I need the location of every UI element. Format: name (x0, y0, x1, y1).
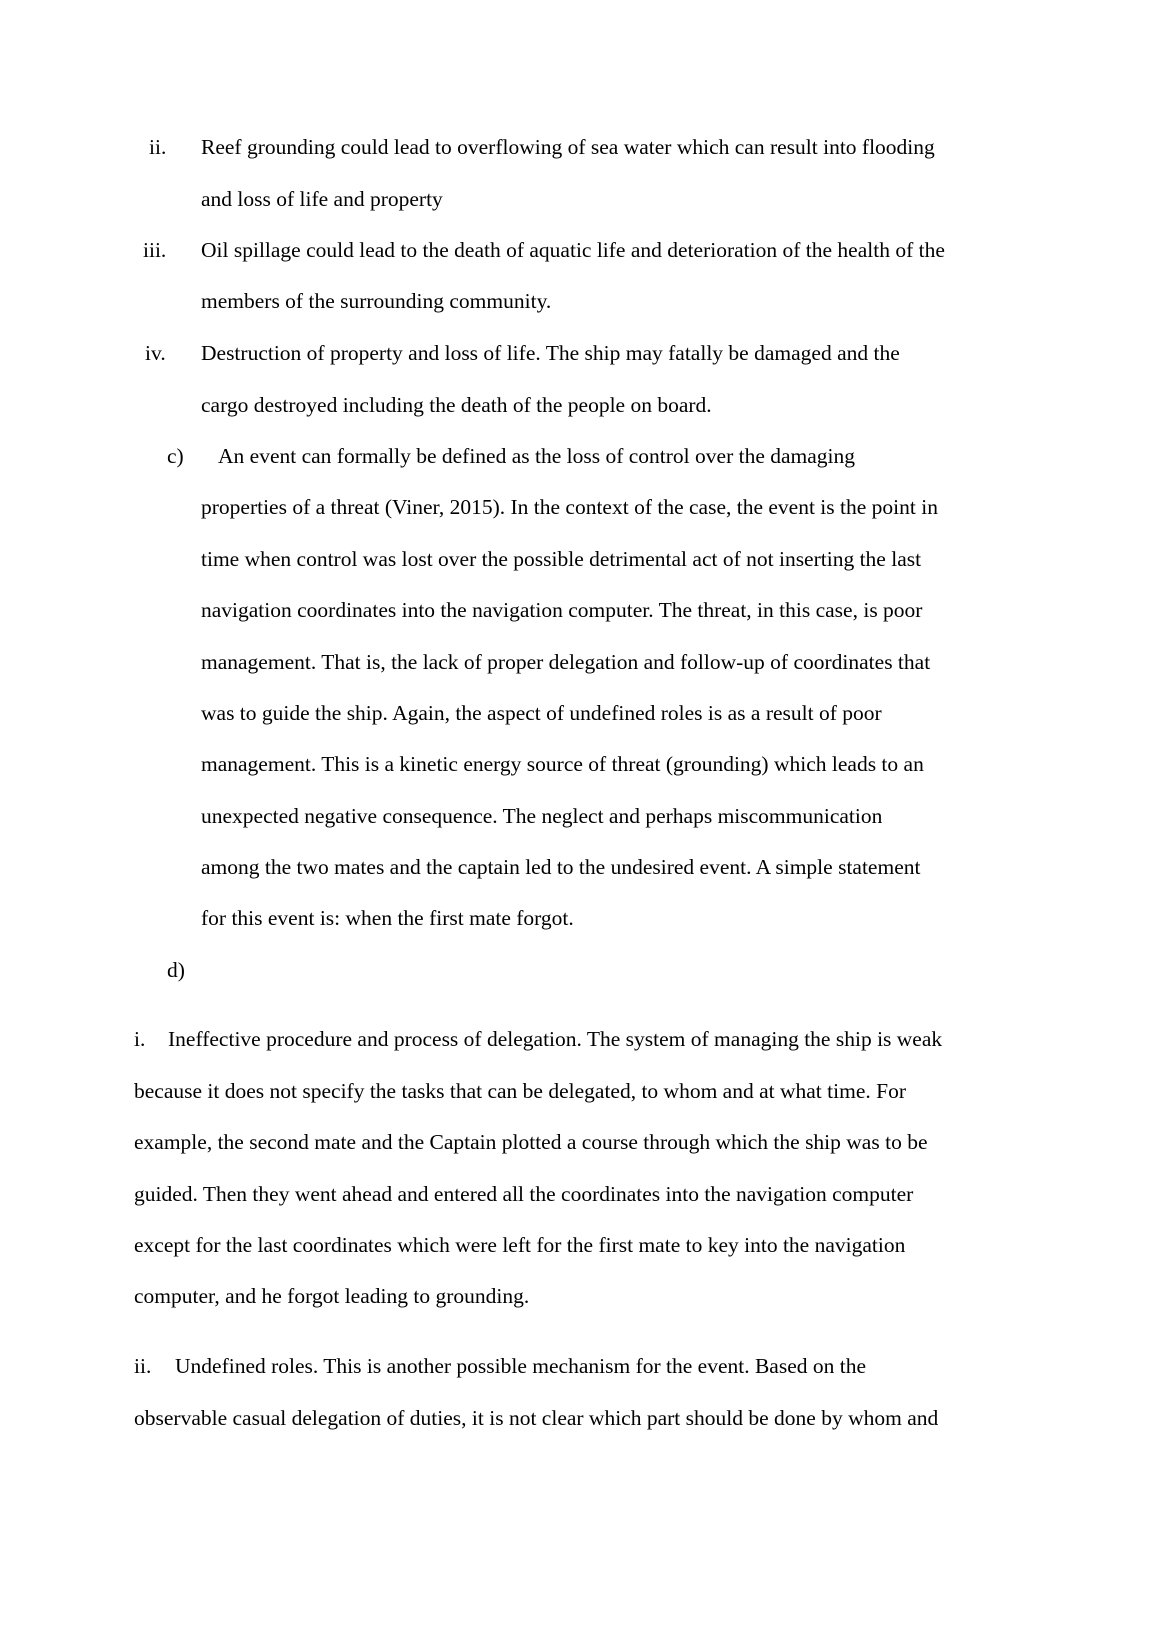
list-marker: ii. (149, 135, 167, 159)
list-marker: iv. (145, 341, 166, 365)
paragraph-line: management. This is a kinetic energy source of threat (grounding) which leads to an (201, 752, 924, 776)
paragraph-line: unexpected negative consequence. The neglect and perhaps miscommunication (201, 804, 883, 828)
section-marker: c) (167, 444, 184, 468)
list-text-line: Reef grounding could lead to overflowing of sea water which can result into flooding (201, 135, 935, 159)
list-marker: iii. (143, 238, 167, 262)
paragraph-line: navigation coordinates into the navigation computer. The threat, in this case, is poor (201, 598, 923, 622)
paragraph-line: management. That is, the lack of proper delegation and follow-up of coordinates that (201, 650, 931, 674)
paragraph-line: An event can formally be defined as the loss of control over the damaging (218, 444, 856, 468)
list-text-line: cargo destroyed including the death of the people on board. (201, 393, 712, 417)
paragraph-line: among the two mates and the captain led to the undesired event. A simple statement (201, 855, 921, 879)
list-text-line: Destruction of property and loss of life. The ship may fatally be damaged and the (201, 341, 900, 365)
paragraph-line: observable casual delegation of duties, it is not clear which part should be done by whom and (134, 1406, 939, 1430)
paragraph-line: because it does not specify the tasks that can be delegated, to whom and at what time. For (134, 1079, 906, 1103)
paragraph-line: Ineffective procedure and process of delegation. The system of managing the ship is weak (168, 1027, 943, 1051)
list-text-line: members of the surrounding community. (201, 289, 552, 313)
paragraph-marker: ii. (134, 1354, 152, 1378)
paragraph-line: for this event is: when the first mate forgot. (201, 906, 574, 930)
paragraph-line: time when control was lost over the possible detrimental act of not inserting the last (201, 547, 922, 571)
paragraph-line: computer, and he forgot leading to grounding. (134, 1284, 530, 1308)
paragraph-line: guided. Then they went ahead and entered all the coordinates into the navigation computer (134, 1182, 914, 1206)
list-text-line: Oil spillage could lead to the death of aquatic life and deterioration of the health of the (201, 238, 945, 262)
paragraph-line: properties of a threat (Viner, 2015). In the context of the case, the event is the point in (201, 495, 938, 519)
list-text-line: and loss of life and property (201, 187, 443, 211)
paragraph-marker: i. (134, 1027, 146, 1051)
paragraph-line: was to guide the ship. Again, the aspect of undefined roles is as a result of poor (201, 701, 882, 725)
section-marker: d) (167, 958, 185, 982)
paragraph-line: Undefined roles. This is another possible mechanism for the event. Based on the (175, 1354, 867, 1378)
paragraph-line: example, the second mate and the Captain plotted a course through which the ship was to be (134, 1130, 928, 1154)
paragraph-line: except for the last coordinates which were left for the first mate to key into the navigation (134, 1233, 906, 1257)
